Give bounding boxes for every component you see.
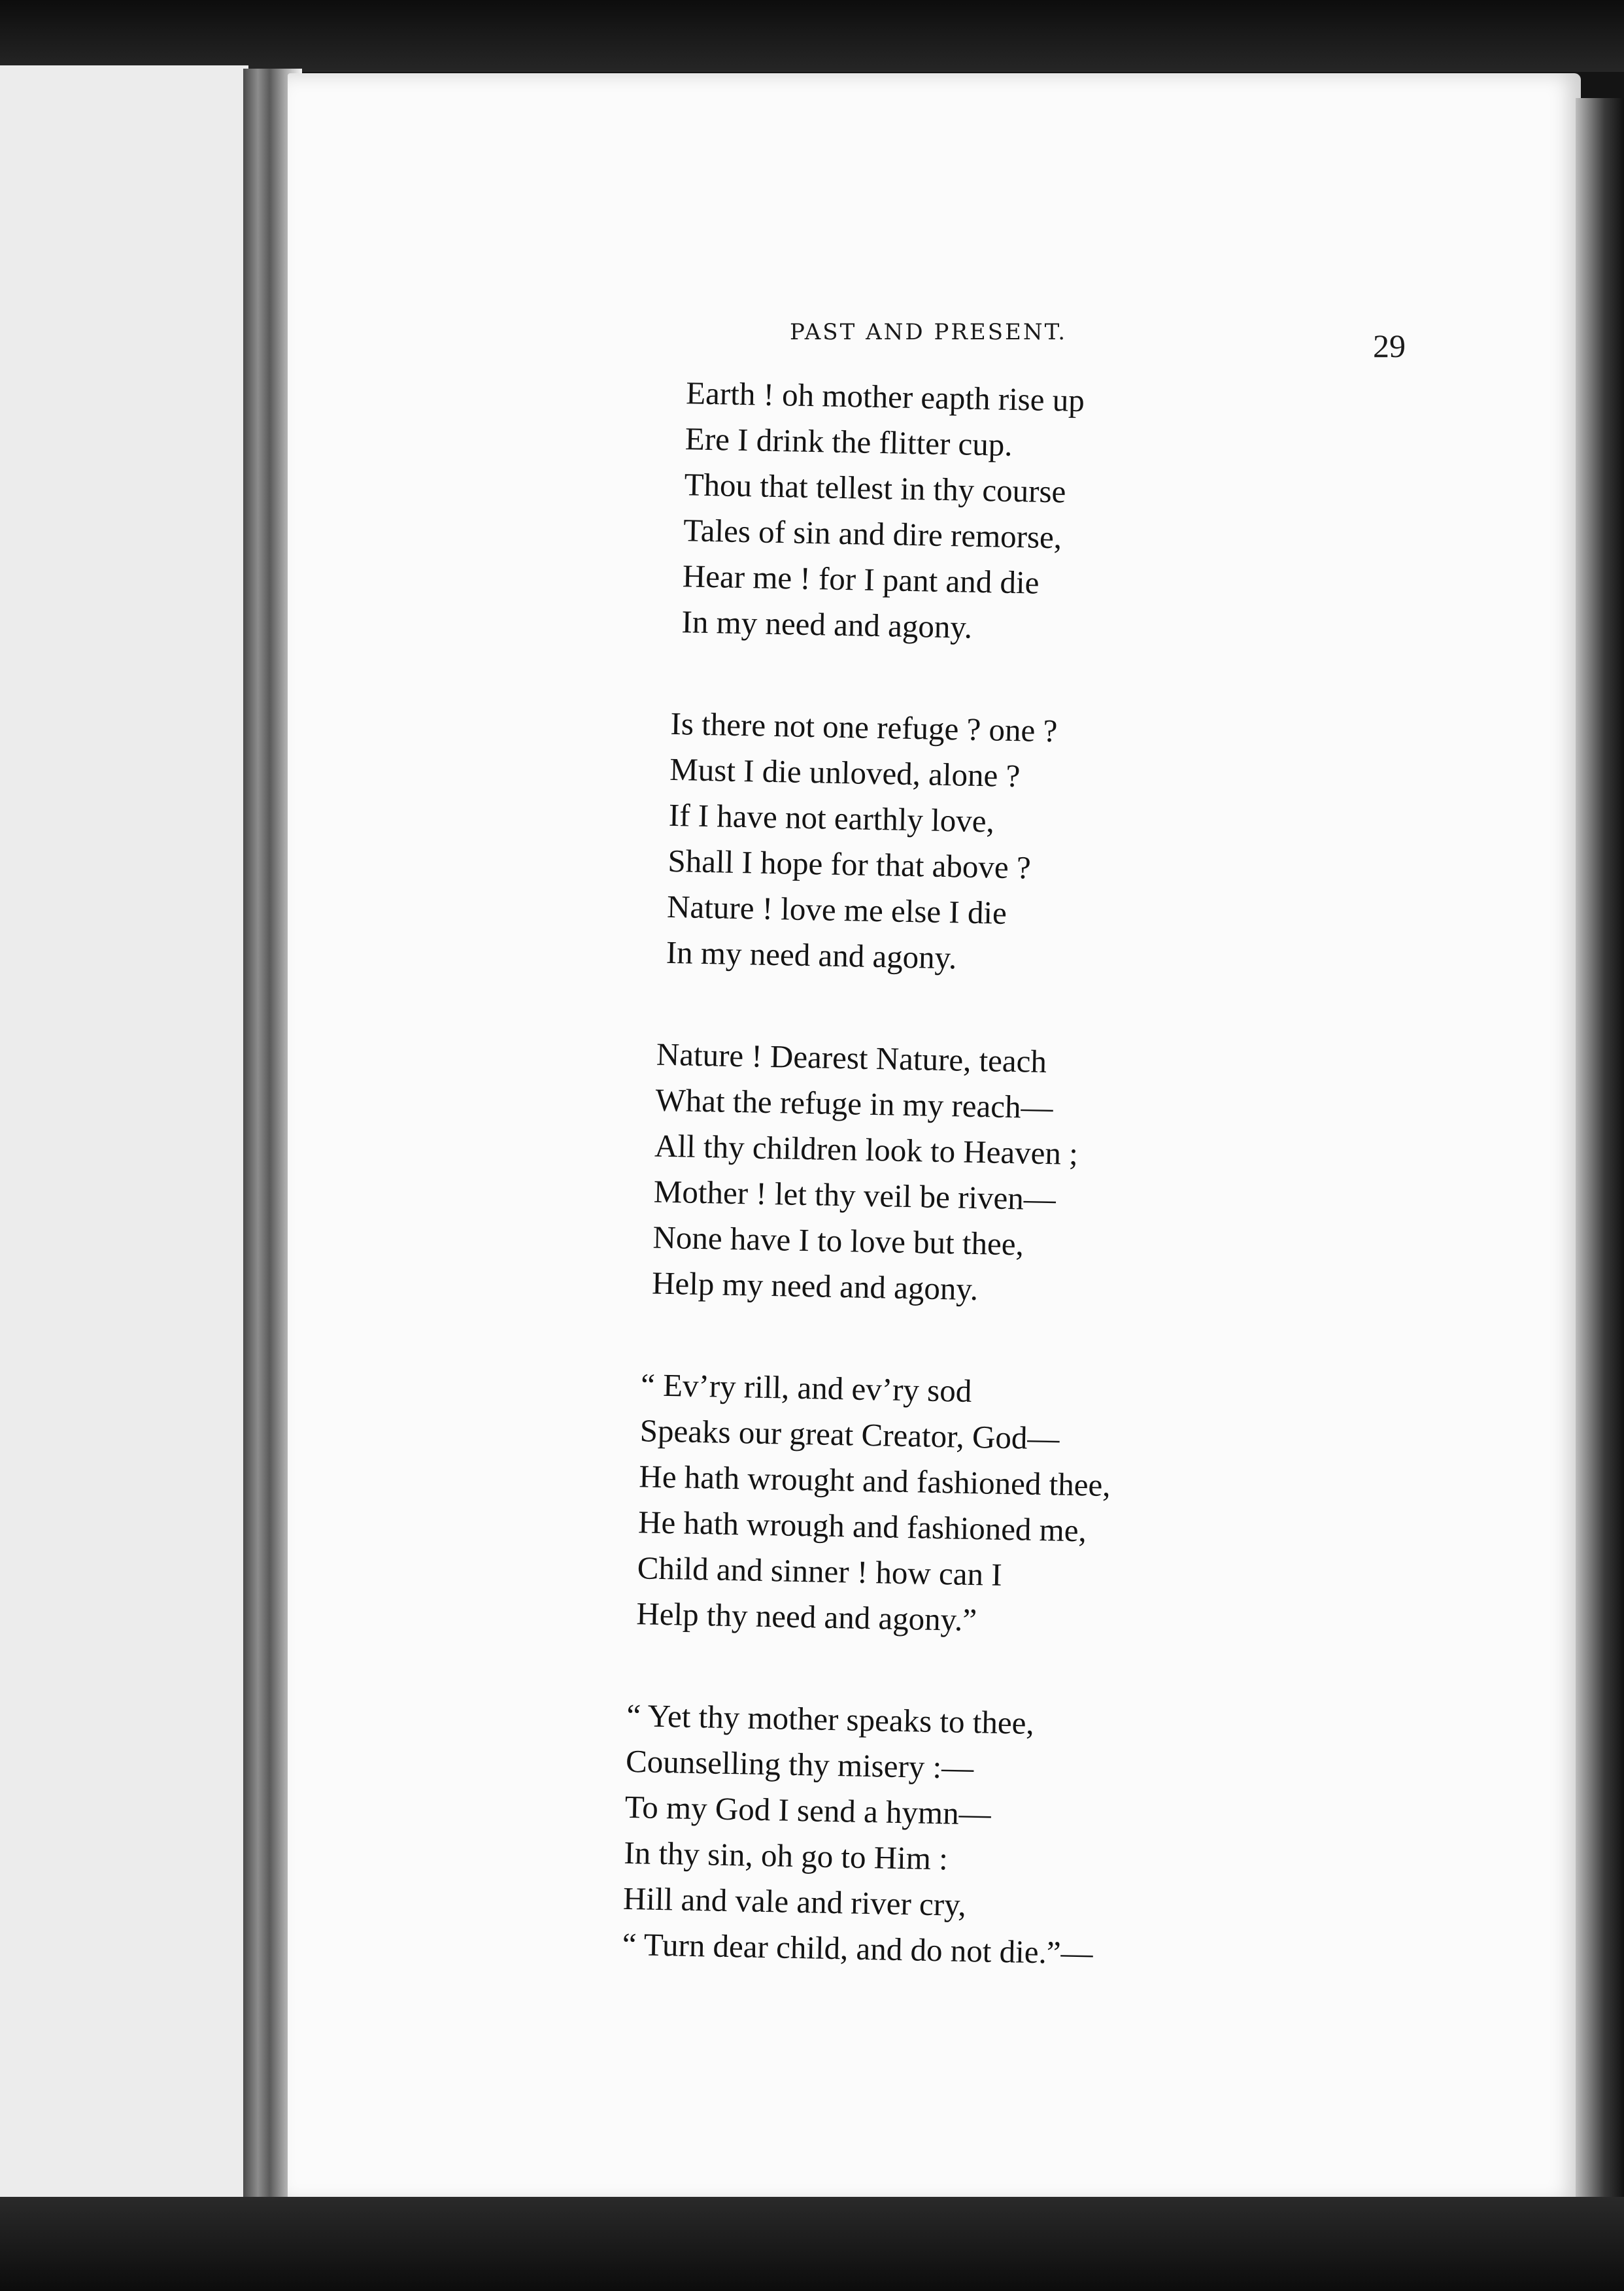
poem-line: Tales of sin and dire remorse, bbox=[683, 512, 1062, 556]
poem-line: What the refuge in my reach— bbox=[655, 1081, 1054, 1126]
poem-line: Earth ! oh mother eapth rise up bbox=[685, 375, 1085, 418]
stanza bbox=[636, 1362, 1211, 1648]
stanza bbox=[681, 370, 1230, 655]
poem-line: If I have not earthly love, bbox=[668, 796, 995, 840]
poem-line: Hear me ! for I pant and die bbox=[682, 558, 1040, 601]
scan-top-border bbox=[0, 0, 1624, 72]
poem-line: “ Yet thy mother speaks to thee, bbox=[626, 1697, 1035, 1741]
poem-line: Hill and vale and river cry, bbox=[622, 1880, 967, 1923]
poem-line: Shall I hope for that above ? bbox=[668, 842, 1032, 886]
poem-line: Must I die unloved, alone ? bbox=[669, 751, 1021, 794]
stanza bbox=[652, 1032, 1218, 1317]
poem-line: In my need and agony. bbox=[681, 603, 973, 645]
poem-line: Ere I drink the flitter cup. bbox=[685, 420, 1013, 463]
poem-line: All thy children look to Heaven ; bbox=[654, 1127, 1079, 1172]
poem-line: Mother ! let thy veil be riven— bbox=[653, 1173, 1057, 1217]
poem-line: “ Turn dear child, and do not die.”— bbox=[622, 1926, 1094, 1971]
poem-line: Nature ! love me else I die bbox=[666, 888, 1007, 931]
scan-bottom-border bbox=[0, 2197, 1624, 2291]
poem-line: To my God I send a hymn— bbox=[624, 1788, 992, 1832]
poem-line: Thou that tellest in thy course bbox=[684, 466, 1066, 510]
poem-line: Nature ! Dearest Nature, teach bbox=[656, 1036, 1047, 1080]
page-number: 29 bbox=[1373, 328, 1406, 364]
left-page-edge bbox=[0, 65, 248, 2207]
poem-line: Child and sinner ! how can I bbox=[637, 1550, 1003, 1593]
poem-line: He hath wrought and fashioned thee, bbox=[638, 1458, 1111, 1504]
poem bbox=[610, 369, 1230, 2035]
poem-line: None have I to love but thee, bbox=[652, 1219, 1024, 1263]
poem-line: In thy sin, oh go to Him : bbox=[623, 1834, 949, 1877]
running-head: PAST AND PRESENT. bbox=[790, 319, 1068, 345]
poem-line: Help thy need and agony.” bbox=[635, 1595, 977, 1638]
poem-line: He hath wrough and fashioned me, bbox=[637, 1504, 1087, 1549]
poem-line: Counselling thy misery :— bbox=[625, 1742, 974, 1786]
stanza bbox=[622, 1693, 1205, 1978]
poem-line: Speaks our great Creator, God— bbox=[639, 1412, 1060, 1457]
right-page-shadow bbox=[1576, 98, 1624, 2203]
poem-line: In my need and agony. bbox=[666, 934, 957, 976]
poem-line: Is there not one refuge ? one ? bbox=[670, 705, 1058, 749]
stanza bbox=[666, 701, 1224, 986]
poem-line: “ Ev’ry rill, and ev’ry sod bbox=[640, 1366, 972, 1409]
poem-line: Help my need and agony. bbox=[651, 1264, 979, 1308]
